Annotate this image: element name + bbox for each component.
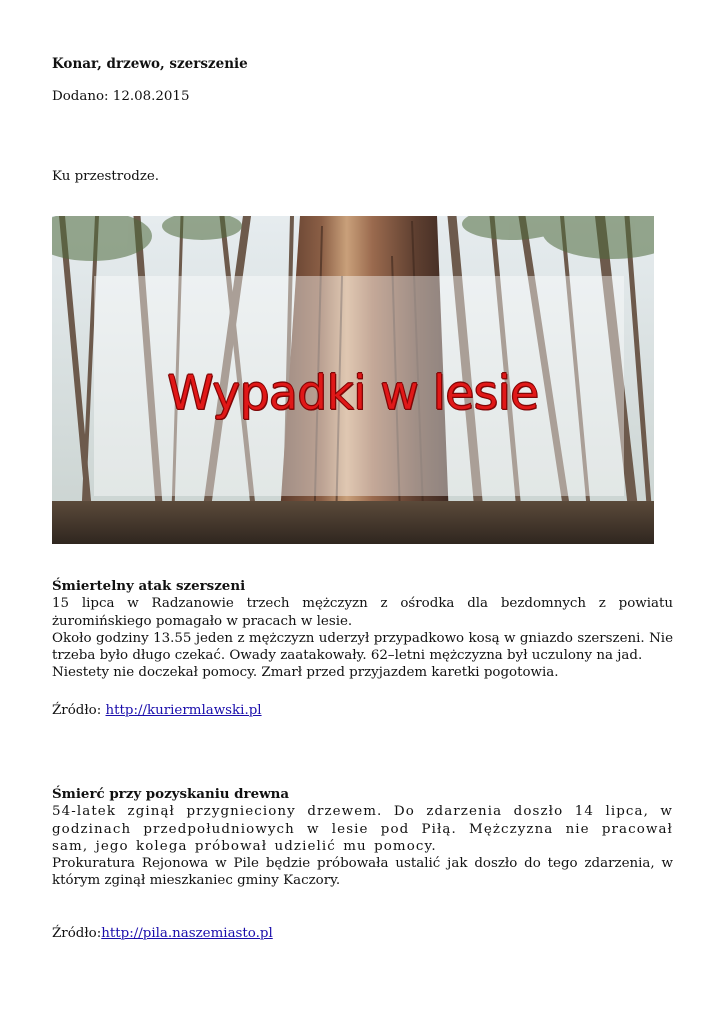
- section-logging-death: [52, 786, 673, 890]
- paragraph: Niestety nie doczekał pomocy. Zmarł przed przyjazdem karetki pogotowia.: [52, 665, 559, 681]
- source-line: [52, 703, 262, 718]
- source-link[interactable]: http://kuriermlawski.pl: [105, 703, 262, 718]
- hero-image: [52, 216, 654, 544]
- section-heading: Śmierć przy pozyskaniu drewna: [52, 786, 290, 802]
- source-label: Źródło:: [52, 703, 106, 718]
- source-line: [52, 926, 273, 941]
- article-date: Dodano: 12.08.2015: [52, 89, 190, 104]
- hero-caption: Wypadki w lesie: [167, 366, 539, 421]
- paragraph: Prokuratura Rejonowa w Pile będzie próbowała ustalić jak doszło do tego zdarzenia, w którym zginął mieszkaniec gminy Kaczory.: [52, 856, 673, 889]
- article-intro: Ku przestrodze.: [52, 169, 160, 184]
- paragraph: Około godziny 13.55 jeden z mężczyzn uderzył przypadkowo kosą w gniazdo szerszeni. Nie trzeba było długo czekać. Owady zaatakowały. 62–letni mężczyzna był uczulony na jad.: [52, 630, 673, 664]
- paragraph: 54-latek zginął przygnieciony drzewem. Do zdarzenia doszło 14 lipca, w godzinach przedpołudniowych w lesie pod Piłą. Mężczyzna nie pracował sam, jego kolega próbował udzielić mu pomocy.: [52, 804, 673, 854]
- paragraph: 15 lipca w Radzanowie trzech mężczyzn z ośrodka dla bezdomnych z powiatu żuromińskiego pomagało w pracach w lesie.: [52, 596, 673, 629]
- section-heading: Śmiertelny atak szerszeni: [52, 578, 246, 594]
- source-link[interactable]: http://pila.naszemiasto.pl: [101, 926, 273, 941]
- source-label: Źródło:: [52, 926, 102, 941]
- article-title: Konar, drzewo, szerszenie: [52, 56, 248, 72]
- section-hornet-attack: [52, 578, 673, 682]
